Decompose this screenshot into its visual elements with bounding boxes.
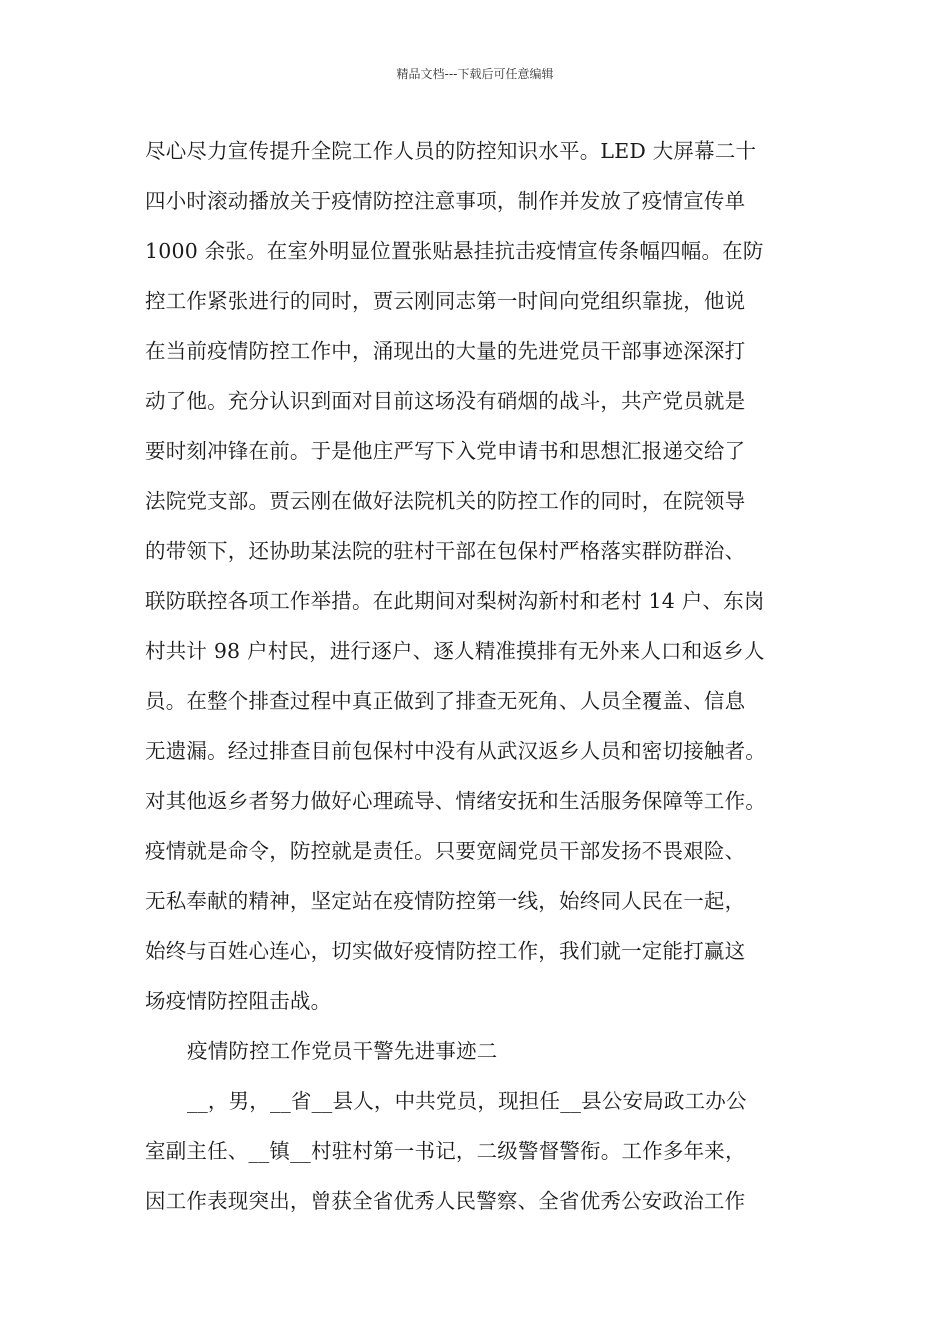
page-header: 精品文档---下载后可任意编辑 bbox=[396, 67, 554, 81]
section-title: 疫情防控工作党员干警先进事迹二 bbox=[187, 1039, 498, 1063]
text-line: 无遗漏。经过排查目前包保村中没有从武汉返乡人员和密切接触者。 bbox=[145, 739, 766, 763]
text-line: 1000 余张。在室外明显位置张贴悬挂抗击疫情宣传条幅四幅。在防 bbox=[145, 239, 764, 263]
text-line: 动了他。充分认识到面对目前这场没有硝烟的战斗，共产党员就是 bbox=[145, 389, 746, 413]
text-line: 室副主任、__镇__村驻村第一书记，二级警督警衔。工作多年来， bbox=[145, 1139, 746, 1163]
text-line: 对其他返乡者努力做好心理疏导、情绪安抚和生活服务保障等工作。 bbox=[145, 789, 766, 813]
text-line: 尽心尽力宣传提升全院工作人员的防控知识水平。LED 大屏幕二十 bbox=[145, 139, 757, 163]
text-line: 无私奉献的精神，坚定站在疫情防控第一线，始终同人民在一起， bbox=[145, 889, 746, 913]
text-line: 要时刻冲锋在前。于是他庄严写下入党申请书和思想汇报递交给了 bbox=[145, 439, 746, 463]
text-line: 四小时滚动播放关于疫情防控注意事项，制作并发放了疫情宣传单 bbox=[145, 189, 746, 213]
document-body bbox=[145, 126, 825, 1226]
text-line: 员。在整个排查过程中真正做到了排查无死角、人员全覆盖、信息 bbox=[145, 689, 746, 713]
text-line: 的带领下，还协助某法院的驻村干部在包保村严格落实群防群治、 bbox=[145, 539, 746, 563]
text-line: 村共计 98 户村民，进行逐户、逐人精准摸排有无外来人口和返乡人 bbox=[145, 639, 765, 663]
text-line: __，男，__省__县人，中共党员，现担任__县公安局政工办公 bbox=[187, 1089, 747, 1113]
text-line: 场疫情防控阻击战。 bbox=[145, 989, 332, 1013]
text-line: 法院党支部。贾云刚在做好法院机关的防控工作的同时，在院领导 bbox=[145, 489, 746, 513]
text-line: 在当前疫情防控工作中，涌现出的大量的先进党员干部事迹深深打 bbox=[145, 339, 746, 363]
text-line: 控工作紧张进行的同时，贾云刚同志第一时间向党组织靠拢，他说 bbox=[145, 289, 746, 313]
text-line: 因工作表现突出，曾获全省优秀人民警察、全省优秀公安政治工作 bbox=[145, 1189, 746, 1213]
text-line: 始终与百姓心连心，切实做好疫情防控工作，我们就一定能打赢这 bbox=[145, 939, 746, 963]
text-line: 疫情就是命令，防控就是责任。只要宽阔党员干部发扬不畏艰险、 bbox=[145, 839, 746, 863]
text-line: 联防联控各项工作举措。在此期间对梨树沟新村和老村 14 户、东岗 bbox=[145, 589, 765, 613]
